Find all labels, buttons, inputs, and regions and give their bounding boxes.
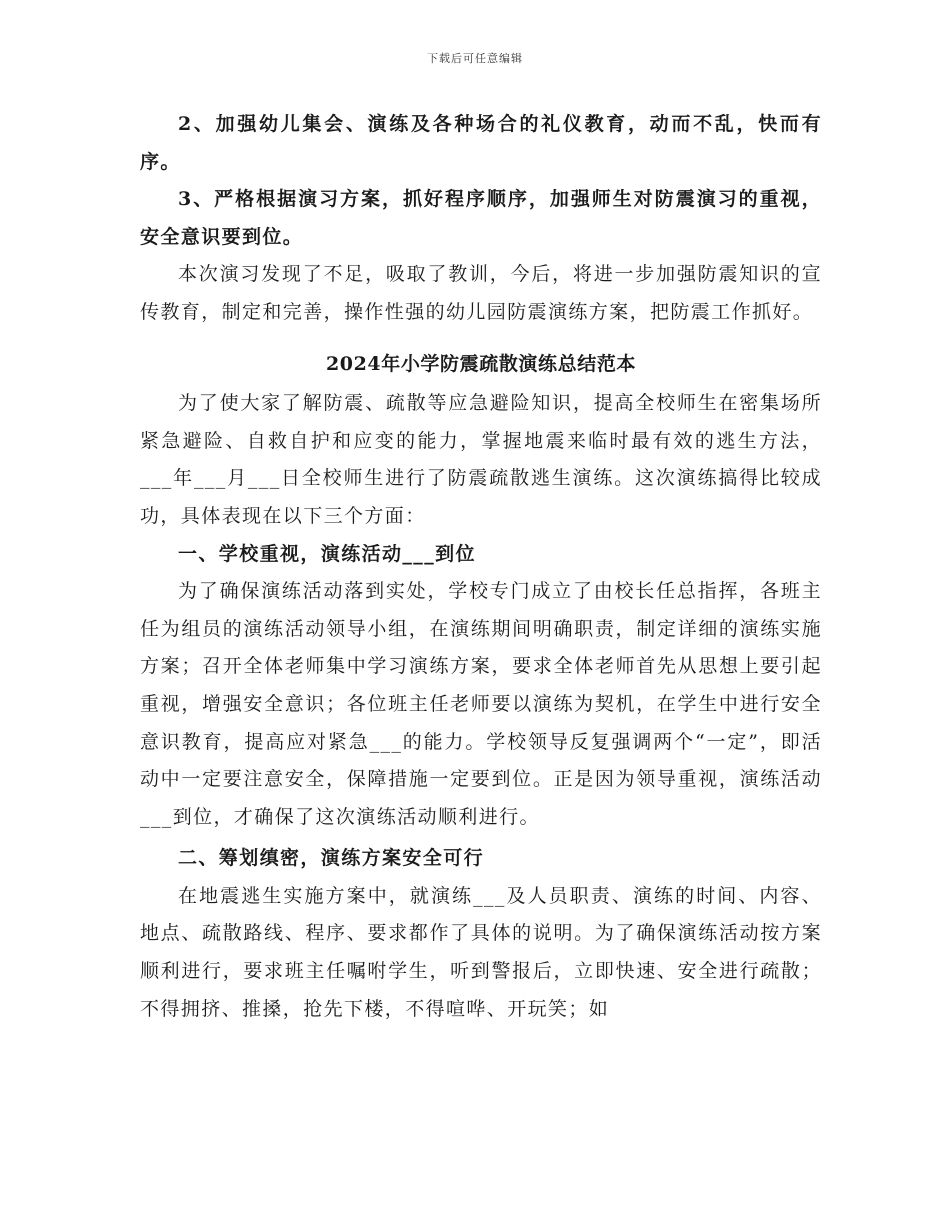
section-1-heading: 一、学校重视，演练活动___到位 [178, 542, 476, 565]
document-body [140, 106, 822, 1028]
point-3-paragraph: 3、严格根据演习方案，抓好程序顺序，加强师生对防震演习的重视，安全意识要到位。 [140, 188, 822, 248]
section-1-paragraph: 为了确保演练活动落到实处，学校专门成立了由校长任总指挥，各班主任为组员的演练活动领导小组，在演练期间明确职责，制定详细的演练实施方案；召开全体老师集中学习演练方案，要求全体老师首先从思想上要引起重视，增强安全意识；各位班主任老师要以演练为契机，在学生中进行安全意识教育，提高应对紧急___的能力。学校领导反复强调两个“一定”，即活动中一定要注意安全，保障措施一定要到位。正是因为领导重视，演练活动___到位，才确保了这次演练活动顺利进行。 [140, 580, 822, 828]
document-title: 2024年小学防震疏散演练总结范本 [325, 352, 637, 375]
summary-paragraph: 本次演习发现了不足，吸取了教训，今后，将进一步加强防震知识的宣传教育，制定和完善，操作性强的幼儿园防震演练方案，把防震工作抓好。 [140, 263, 822, 323]
intro-paragraph: 为了使大家了解防震、疏散等应急避险知识，提高全校师生在密集场所紧急避险、自救自护和应变的能力，掌握地震来临时最有效的逃生方法，___年___月___日全校师生进行了防震疏散逃生演练。这次演练搞得比较成功，具体表现在以下三个方面： [140, 392, 822, 527]
section-2-paragraph: 在地震逃生实施方案中，就演练___及人员职责、演练的时间、内容、地点、疏散路线、程序、要求都作了具体的说明。为了确保演练活动按方案顺利进行，要求班主任嘱咐学生，听到警报后，立即快速、安全进行疏散；不得拥挤、推搡，抢先下楼，不得喧哗、开玩笑；如 [140, 884, 822, 1020]
page-header: 下载后可任意编辑 [427, 52, 523, 65]
section-2-heading: 二、筹划缜密，演练方案安全可行 [178, 847, 485, 870]
point-2-paragraph: 2、加强幼儿集会、演练及各种场合的礼仪教育，动而不乱，快而有序。 [140, 113, 822, 173]
